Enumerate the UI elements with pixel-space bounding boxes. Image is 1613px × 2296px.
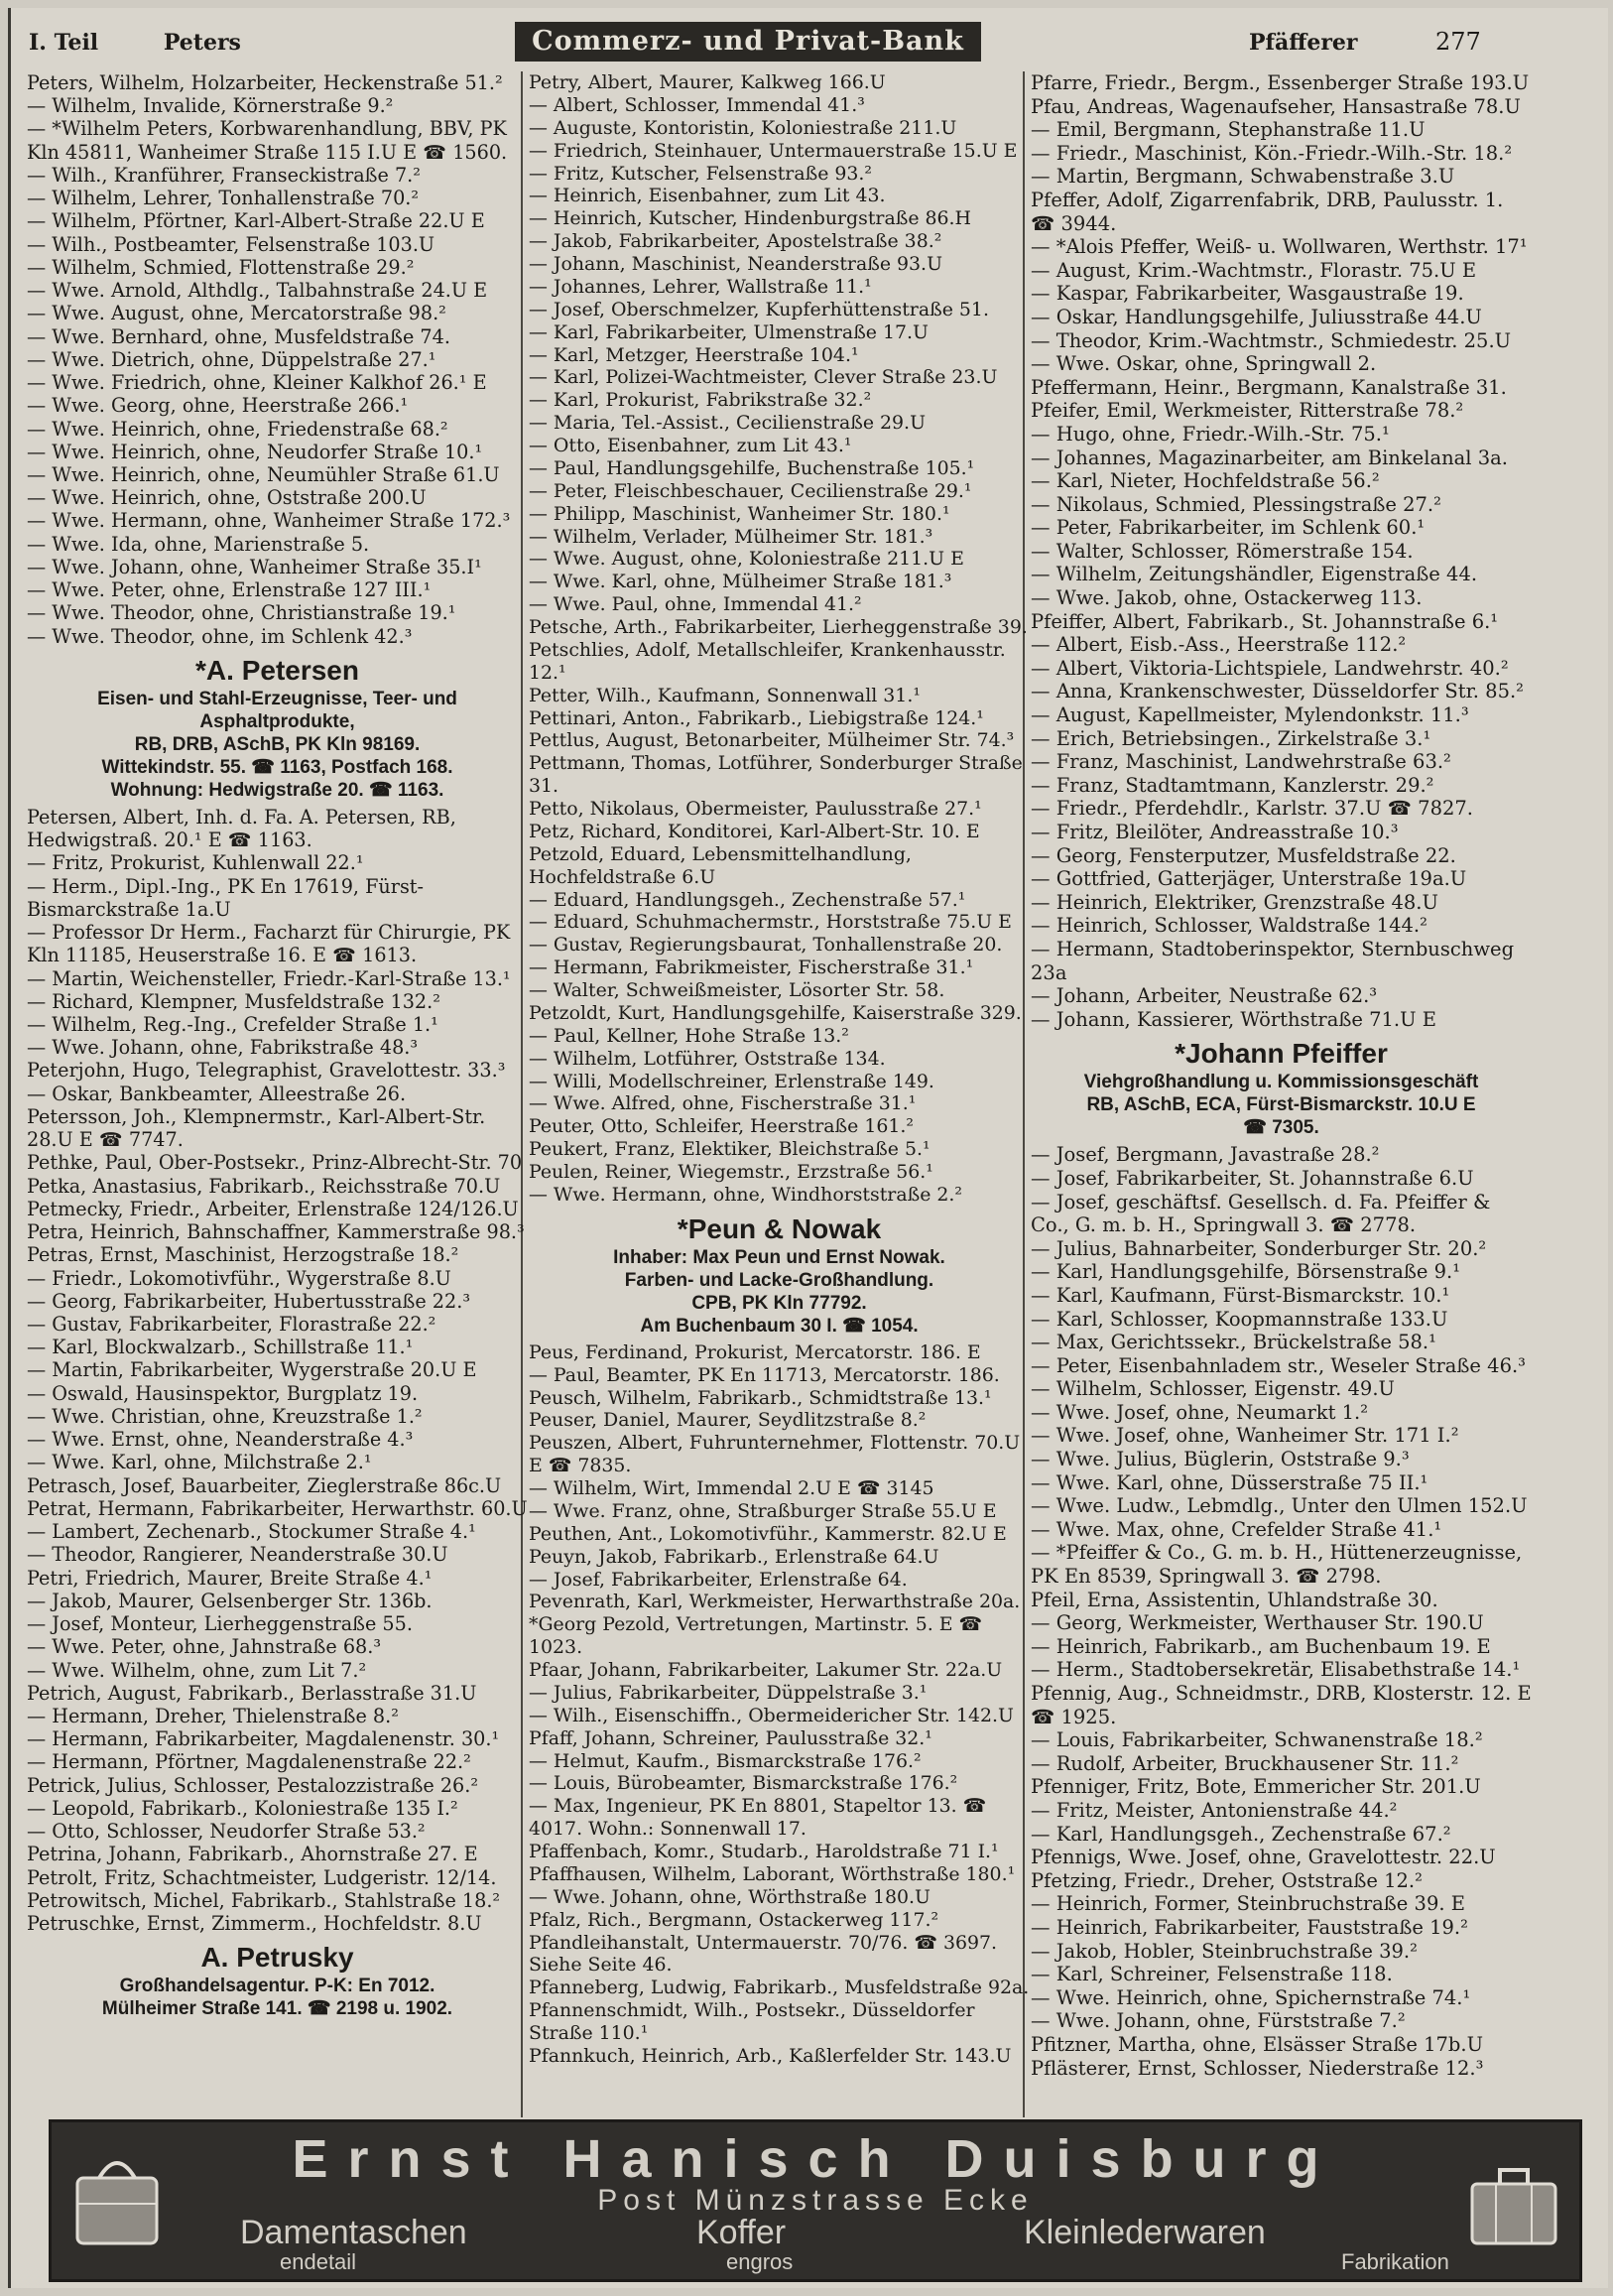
directory-entry: — Wilhelm, Reg.-Ing., Crefelder Straße 1.¹ — [27, 1012, 438, 1036]
directory-entry: — Wwe. Johann, ohne, Wanheimer Straße 35.I¹ — [27, 555, 482, 578]
directory-entry: Pfeiffer, Albert, Fabrikarb., St. Johannstraße 6.¹ — [1031, 609, 1499, 633]
directory-entry: Pfenniger, Fritz, Bote, Emmericher Str. 201.U — [1031, 1775, 1481, 1799]
directory-entry: — Wilhelm, Pförtner, Karl-Albert-Straße 22.U E — [27, 209, 485, 233]
directory-entry: — Wilhelm, Lehrer, Tonhallenstraße 70.² — [27, 187, 420, 210]
directory-entry: — Karl, Fabrikarbeiter, Ulmenstraße 17.U — [529, 320, 929, 343]
footer-item-2: Koffer — [696, 2214, 787, 2251]
ad-peun-line: CPB, PK Kln 77792. — [691, 1292, 867, 1314]
directory-entry: Petrich, August, Fabrikarb., Berlasstraße 31.U — [27, 1681, 477, 1705]
page-number: 277 — [1435, 28, 1481, 56]
directory-entry: Peuyn, Jakob, Fabrikarb., Erlenstraße 64.U — [529, 1545, 939, 1568]
directory-entry: — Wwe. Bernhard, ohne, Musfeldstraße 74. — [27, 324, 450, 348]
directory-entry: — Gustav, Regierungsbaurat, Tonhallenstraße 20. — [529, 934, 1003, 957]
directory-entry: — Richard, Klempner, Musfeldstraße 132.² — [27, 989, 440, 1013]
directory-entry: Petter, Wilh., Kaufmann, Sonnenwall 31.¹ — [529, 684, 921, 706]
directory-entry: — Martin, Fabrikarbeiter, Wygerstraße 20.U E — [27, 1358, 477, 1382]
directory-entry: Pevenrath, Karl, Werkmeister, Herwarthstraße 20a. — [529, 1591, 1021, 1613]
directory-entry: — Wilhelm, Zeitungshändler, Eigenstraße 44. — [1031, 563, 1478, 586]
directory-entry: — Wwe. Julius, Büglerin, Oststraße 9.³ — [1031, 1448, 1410, 1471]
directory-entry: Peuthen, Ant., Lokomotivführ., Kammerstr. 82.U E — [529, 1522, 1007, 1545]
col3-list — [1031, 71, 1532, 1031]
directory-entry: — Fritz, Kutscher, Felsenstraße 93.² — [529, 162, 872, 185]
directory-entry: — Wilh., Kranführer, Franseckistraße 7.² — [27, 163, 421, 187]
directory-entry: — Wwe. Georg, ohne, Heerstraße 266.¹ — [27, 394, 409, 418]
directory-entry: — Wwe. August, ohne, Mercatorstraße 98.² — [27, 302, 446, 325]
directory-entry: — Franz, Stadtamtmann, Kanzlerstr. 29.² — [1031, 773, 1434, 797]
directory-entry: — Wwe. Johann, ohne, Fabrikstraße 48.³ — [27, 1036, 419, 1060]
column-1 — [27, 71, 528, 2024]
directory-entry: — Josef, Oberschmelzer, Kupferhüttenstraße 51. — [529, 298, 989, 320]
directory-entry: Peulen, Reiner, Wiegemstr., Erzstraße 56.¹ — [529, 1161, 933, 1183]
header-left — [29, 30, 299, 56]
directory-entry: — Peter, Fleischbeschauer, Cecilienstraße 29.¹ — [529, 479, 972, 502]
directory-entry: Peuser, Daniel, Maurer, Seydlitzstraße 8.² — [529, 1409, 927, 1432]
col3b-list — [1031, 1143, 1532, 2080]
directory-entry: — Karl, Kaufmann, Fürst-Bismarckstr. 10.¹ — [1031, 1283, 1450, 1307]
directory-entry: — Wwe. Heinrich, ohne, Neumühler Straße 61.U — [27, 462, 500, 486]
directory-entry: — Georg, Fabrikarbeiter, Hubertusstraße 22.³ — [27, 1289, 471, 1313]
directory-entry: Pflästerer, Ernst, Schlosser, Niederstraße 12.³ — [1031, 2056, 1484, 2080]
directory-entry: — Martin, Bergmann, Schwabenstraße 3.U — [1031, 165, 1455, 189]
footer-address: Post Münzstrasse Ecke — [597, 2184, 1034, 2217]
directory-entry: — Oskar, Handlungsgehilfe, Juliusstraße 44.U — [1031, 305, 1482, 328]
directory-entry: Petz, Richard, Konditorei, Karl-Albert-Str. 10. E — [529, 820, 980, 842]
directory-entry: — Friedr., Maschinist, Kön.-Friedr.-Wilh.-Str. 18.² — [1031, 141, 1513, 165]
directory-entry: — Erich, Betriebsingen., Zirkelstraße 3.¹ — [1031, 726, 1431, 750]
directory-entry: — Maria, Tel.-Assist., Cecilienstraße 29.U — [529, 412, 926, 435]
directory-entry: — Josef, Monteur, Lierheggenstraße 55. — [27, 1612, 413, 1636]
directory-entry: Peterjohn, Hugo, Telegraphist, Gravelottestr. 33.³ — [27, 1059, 506, 1083]
directory-entry: — Gustav, Fabrikarbeiter, Florastraße 22.² — [27, 1313, 436, 1337]
directory-entry: — Helmut, Kaufm., Bismarckstraße 176.² — [529, 1749, 922, 1772]
ad-petersen-line: Wittekindstr. 55. ☎ 1163, Postfach 168. — [101, 756, 453, 778]
directory-entry: — Herm., Dipl.-Ing., PK En 17619, Fürst-Bismarckstraße 1a.U — [27, 874, 425, 921]
directory-entry: Petsche, Arth., Fabrikarbeiter, Lierheggenstraße 39. — [529, 616, 1028, 638]
directory-entry: — Walter, Schweißmeister, Lösorter Str. 58. — [529, 979, 945, 1001]
header-part: I. Teil — [29, 30, 99, 56]
directory-entry: — August, Kapellmeister, Mylendonkstr. 11.³ — [1031, 703, 1469, 727]
directory-entry: — Georg, Fensterputzer, Musfeldstraße 22. — [1031, 843, 1456, 867]
directory-entry: — Anna, Krankenschwester, Düsseldorfer Str. 85.² — [1031, 680, 1524, 703]
directory-entry: — Theodor, Rangierer, Neanderstraße 30.U — [27, 1543, 448, 1567]
directory-entry: Petrina, Johann, Fabrikarb., Ahornstraße 27. E — [27, 1843, 478, 1866]
ad-petrusky-line: Großhandelsagentur. P-K: En 7012. — [119, 1976, 435, 1997]
directory-entry: — Albert, Viktoria-Lichtspiele, Landwehrstr. 40.² — [1031, 656, 1509, 680]
directory-entry: — Jakob, Maurer, Gelsenberger Str. 136b. — [27, 1589, 433, 1612]
directory-entry: — Albert, Eisb.-Ass., Heerstraße 112.² — [1031, 633, 1407, 657]
directory-entry: — Johann, Arbeiter, Neustraße 62.³ — [1031, 984, 1378, 1008]
directory-entry: — Karl, Schreiner, Felsenstraße 118. — [1031, 1963, 1393, 1986]
ad-pfeiffer-line: Viehgroßhandlung u. Kommissionsgeschäft — [1083, 1072, 1479, 1093]
footer-item-1-sub: endetail — [280, 2249, 357, 2274]
directory-entry: — Albert, Schlosser, Immendal 41.³ — [529, 93, 865, 116]
directory-entry: — Wwe. Oskar, ohne, Springwall 2. — [1031, 352, 1377, 376]
directory-entry: — Wwe. Christian, ohne, Kreuzstraße 1.² — [27, 1404, 423, 1428]
directory-entry: Pfitzner, Martha, ohne, Elsässer Straße 17b.U — [1031, 2032, 1484, 2056]
col2-list — [529, 71, 1030, 1207]
directory-entry: — Julius, Fabrikarbeiter, Düppelstraße 3.¹ — [529, 1681, 928, 1704]
directory-entry: — Wwe. Friedrich, ohne, Kleiner Kalkhof 26.¹ E — [27, 371, 487, 395]
ad-petersen-line: RB, DRB, ASchB, PK Kln 98169. — [134, 733, 421, 755]
directory-entry: Peukert, Franz, Elektiker, Bleichstraße 5.¹ — [529, 1138, 931, 1161]
directory-entry: — Wwe. Peter, ohne, Erlenstraße 127 III.¹ — [27, 578, 432, 602]
directory-entry: Petzoldt, Kurt, Handlungsgehilfe, Kaiserstraße 329. — [529, 1001, 1022, 1024]
directory-entry: — Willi, Modellschreiner, Erlenstraße 149. — [529, 1070, 934, 1092]
directory-entry: Petrat, Hermann, Fabrikarbeiter, Herwarthstr. 60.U — [27, 1496, 528, 1520]
directory-entry: — Max, Ingenieur, PK En 8801, Stapeltor 13. ☎ 4017. Wohn.: Sonnenwall 17. — [529, 1795, 987, 1841]
directory-entry: Pettmann, Thomas, Lotführer, Sonderburger Straße 31. — [529, 752, 1023, 798]
directory-entry: — Wwe. Ida, ohne, Marienstraße 5. — [27, 532, 370, 556]
directory-entry: — Karl, Polizei-Wachtmeister, Clever Straße 23.U — [529, 366, 998, 389]
ad-pfeiffer-name: *Johann Pfeiffer — [1175, 1038, 1388, 1070]
directory-entry: — Walter, Schlosser, Römerstraße 154. — [1031, 539, 1414, 563]
directory-entry: — Wwe. Josef, ohne, Neumarkt 1.² — [1031, 1400, 1369, 1424]
directory-entry: — Johann, Maschinist, Neanderstraße 93.U — [529, 253, 942, 275]
directory-entry: Pfennig, Aug., Schneidmstr., DRB, Klosterstr. 12. E ☎ 1925. — [1031, 1682, 1532, 1728]
directory-entry: Pfeil, Erna, Assistentin, Uhlandstraße 30. — [1031, 1588, 1438, 1611]
directory-entry: — Heinrich, Former, Steinbruchstraße 39. E — [1031, 1892, 1465, 1916]
directory-entry: Peusch, Wilhelm, Fabrikarb., Schmidtstraße 13.¹ — [529, 1386, 992, 1409]
directory-entry: — Wilhelm, Lotführer, Oststraße 134. — [529, 1047, 886, 1070]
directory-entry: — Karl, Handlungsgeh., Zechenstraße 67.² — [1031, 1822, 1451, 1846]
directory-entry: Petmecky, Friedr., Arbeiter, Erlenstraße 124/126.U — [27, 1197, 519, 1220]
directory-entry: — Wilhelm, Wirt, Immendal 2.U E ☎ 3145 — [529, 1477, 934, 1499]
directory-entry: — Emil, Bergmann, Stephanstraße 11.U — [1031, 118, 1426, 142]
directory-entry: — Wwe. Karl, ohne, Düsserstraße 75 II.¹ — [1031, 1470, 1428, 1494]
directory-entry: Petto, Nikolaus, Obermeister, Paulusstraße 27.¹ — [529, 798, 982, 820]
directory-entry: — Wwe. Franz, ohne, Straßburger Straße 55.U E — [529, 1499, 997, 1522]
directory-entry: — Kaspar, Fabrikarbeiter, Wasgaustraße 19. — [1031, 282, 1464, 306]
directory-entry: — Wwe. Theodor, ohne, Christianstraße 19.¹ — [27, 601, 456, 625]
directory-entry: Pfannenschmidt, Wilh., Postsekr., Düsseldorfer Straße 110.¹ — [529, 1999, 975, 2044]
ad-petersen — [27, 654, 528, 802]
col1-list — [27, 71, 528, 648]
header-range-end: Pfäfferer — [1249, 30, 1358, 56]
directory-entry: Petersson, Joh., Klempnermstr., Karl-Albert-Str. 28.U E ☎ 7747. — [27, 1104, 486, 1152]
directory-entry: — Wwe. Ernst, ohne, Neanderstraße 4.³ — [27, 1428, 414, 1452]
directory-entry: Pfannkuch, Heinrich, Arb., Kaßlerfelder Str. 143.U — [529, 2044, 1012, 2067]
directory-entry: — Heinrich, Eisenbahner, zum Lit 43. — [529, 185, 886, 207]
directory-entry: — Herm., Stadtobersekretär, Elisabethstraße 14.¹ — [1031, 1658, 1521, 1682]
directory-entry: — Wwe. Ludw., Lebmdlg., Unter den Ulmen 152.U — [1031, 1494, 1528, 1518]
footer-item-3: Kleinlederwaren — [1024, 2214, 1266, 2251]
directory-entry: — Rudolf, Arbeiter, Bruckhausener Str. 11.² — [1031, 1751, 1459, 1775]
directory-entry: — Johannes, Lehrer, Wallstraße 11.¹ — [529, 275, 872, 298]
directory-entry: Peters, Wilhelm, Holzarbeiter, Heckenstraße 51.² — [27, 71, 503, 94]
column-2 — [529, 71, 1030, 2068]
directory-entry: — Wwe. August, ohne, Koloniestraße 211.U E — [529, 548, 964, 571]
ad-peun-line: Am Buchenbaum 30 I. ☎ 1054. — [640, 1315, 919, 1337]
directory-entry: Petrowitsch, Michel, Fabrikarb., Stahlstraße 18.² — [27, 1888, 501, 1912]
directory-entry: Pfaar, Johann, Fabrikarbeiter, Lakumer Str. 22a.U — [529, 1659, 1003, 1681]
directory-entry: — Peter, Eisenbahnladem str., Weseler Straße 46.³ — [1031, 1353, 1527, 1377]
directory-entry: — Wwe. Wilhelm, ohne, zum Lit 7.² — [27, 1658, 367, 1682]
directory-entry: — Franz, Maschinist, Landwehrstraße 63.² — [1031, 750, 1451, 774]
directory-entry: — Karl, Prokurist, Fabrikstraße 32.² — [529, 389, 872, 412]
directory-entry: Pfandleihanstalt, Untermauerstr. 70/76. ☎ 3697. Siehe Seite 46. — [529, 1931, 998, 1977]
directory-entry: — Heinrich, Elektriker, Grenzstraße 48.U — [1031, 890, 1438, 914]
directory-entry: — Hermann, Pförtner, Magdalenenstraße 22.² — [27, 1750, 471, 1774]
directory-entry: Pfanneberg, Ludwig, Fabrikarb., Musfeldstraße 92a. — [529, 1977, 1030, 1999]
directory-entry: — Karl, Handlungsgehilfe, Börsenstraße 9.¹ — [1031, 1260, 1461, 1284]
directory-entry: — August, Krim.-Wachtmstr., Florastr. 75.U E — [1031, 258, 1477, 282]
directory-entry: Peuter, Otto, Schleifer, Heerstraße 161.² — [529, 1115, 914, 1138]
directory-entry: — Josef, Fabrikarbeiter, St. Johannstraße 6.U — [1031, 1166, 1474, 1190]
directory-entry: — Wilhelm, Invalide, Körnerstraße 9.² — [27, 94, 394, 118]
directory-entry: — Friedr., Pferdehdlr., Karlstr. 37.U ☎ 7827. — [1031, 797, 1473, 821]
directory-entry: — Friedr., Lokomotivführ., Wygerstraße 8.U — [27, 1266, 451, 1290]
directory-entry: — Wilhelm, Verlader, Mülheimer Str. 181.³ — [529, 525, 933, 548]
directory-entry: Pfaffenbach, Komr., Studarb., Haroldstraße 71 I.¹ — [529, 1841, 999, 1862]
directory-entry: — Fritz, Meister, Antonienstraße 44.² — [1031, 1798, 1398, 1822]
directory-entry: — Louis, Bürobeamter, Bismarckstraße 176.² — [529, 1772, 958, 1795]
directory-entry: — Josef, geschäftsf. Gesellsch. d. Fa. Pfeiffer & Co., G. m. b. H., Springwall 3. ☎ 2778. — [1031, 1190, 1491, 1237]
ad-petersen-name: *A. Petersen — [195, 654, 359, 686]
ad-petersen-line: Eisen- und Stahl-Erzeugnisse, Teer- und Asphaltprodukte, — [97, 688, 457, 732]
directory-entry: — Wwe. Hermann, ohne, Wanheimer Straße 172.³ — [27, 509, 511, 533]
footer-company: Ernst Hanisch Duisburg — [292, 2129, 1339, 2189]
directory-entry: Pfeffer, Adolf, Zigarrenfabrik, DRB, Paulusstr. 1. ☎ 3944. — [1031, 188, 1504, 235]
directory-entry: — Wwe. Max, ohne, Crefelder Straße 41.¹ — [1031, 1517, 1442, 1541]
directory-entry: Petzold, Eduard, Lebensmittelhandlung, Hochfeldstraße 6.U — [529, 842, 912, 888]
ad-peun-line: Farben- und Lacke-Großhandlung. — [624, 1269, 934, 1291]
directory-entry: — Oskar, Bankbeamter, Alleestraße 26. — [27, 1082, 407, 1105]
directory-entry: — Hermann, Fabrikarbeiter, Magdalenenstr. 30.¹ — [27, 1727, 500, 1751]
directory-entry: Petrolt, Fritz, Schachtmeister, Ludgeristr. 12/14. — [27, 1865, 497, 1889]
directory-entry: — Wwe. Heinrich, ohne, Spichernstraße 74.¹ — [1031, 1985, 1471, 2009]
directory-entry: — Georg, Werkmeister, Werthauser Str. 190.U — [1031, 1611, 1484, 1635]
directory-entry: — Paul, Handlungsgehilfe, Buchenstraße 105.¹ — [529, 456, 975, 479]
directory-entry: Petrasch, Josef, Bauarbeiter, Zieglerstraße 86c.U — [27, 1473, 502, 1497]
directory-entry: — Wwe. Heinrich, ohne, Friedenstraße 68.² — [27, 417, 448, 441]
directory-entry: Pfau, Andreas, Wagenaufseher, Hansastraße 78.U — [1031, 94, 1521, 118]
directory-entry: Pfalz, Rich., Bergmann, Ostackerweg 117.² — [529, 1908, 939, 1931]
col2b-list — [529, 1341, 1030, 2068]
directory-entry: — Wilhelm, Schmied, Flottenstraße 29.² — [27, 255, 415, 279]
directory-entry: — Peter, Fabrikarbeiter, im Schlenk 60.¹ — [1031, 516, 1426, 540]
directory-entry: — Hermann, Fabrikmeister, Fischerstraße 31.¹ — [529, 957, 974, 979]
directory-entry: — Paul, Beamter, PK En 11713, Mercatorstr. 186. — [529, 1363, 1000, 1386]
directory-entry: — Karl, Schlosser, Koopmannstraße 133.U — [1031, 1307, 1448, 1331]
directory-entry: — Theodor, Krim.-Wachtmstr., Schmiedestr. 25.U — [1031, 328, 1512, 352]
ad-peun-line: Inhaber: Max Peun und Ernst Nowak. — [613, 1246, 945, 1268]
directory-entry: — Wwe. Dietrich, ohne, Düppelstraße 27.¹ — [27, 347, 436, 371]
directory-entry: — Julius, Bahnarbeiter, Sonderburger Str. 20.² — [1031, 1236, 1487, 1260]
directory-entry: Pethke, Paul, Ober-Postsekr., Prinz-Albrecht-Str. 70 — [27, 1151, 523, 1175]
directory-entry: — Wwe. Johann, ohne, Wörthstraße 180.U — [529, 1885, 931, 1908]
directory-entry: Petri, Friedrich, Maurer, Breite Straße 4.¹ — [27, 1566, 433, 1590]
directory-entry: — Professor Dr Herm., Facharzt für Chirurgie, PK Kln 11185, Heuserstraße 16. E ☎ 1613. — [27, 921, 511, 967]
directory-entry: — *Wilhelm Peters, Korbwarenhandlung, BBV, PK Kln 45811, Wanheimer Straße 115 I.U E ☎ 1560. — [27, 117, 508, 164]
directory-entry: — Jakob, Fabrikarbeiter, Apostelstraße 38.² — [529, 230, 942, 253]
ad-peun-nowak — [529, 1212, 1030, 1338]
directory-entry: Petka, Anastasius, Fabrikarb., Reichsstraße 70.U — [27, 1174, 501, 1198]
directory-entry: — Paul, Kellner, Hohe Straße 13.² — [529, 1024, 849, 1047]
directory-entry: — Wwe. Theodor, ohne, im Schlenk 42.³ — [27, 624, 413, 648]
directory-entry: — Josef, Bergmann, Javastraße 28.² — [1031, 1143, 1380, 1167]
directory-entry: — Wwe. Alfred, ohne, Fischerstraße 31.¹ — [529, 1092, 917, 1115]
directory-entry: — Karl, Blockwalzarb., Schillstraße 11.¹ — [27, 1336, 414, 1359]
ad-petersen-line: Wohnung: Hedwigstraße 20. ☎ 1163. — [110, 779, 444, 801]
directory-entry: — Max, Gerichtssekr., Brückelstraße 58.¹ — [1031, 1331, 1436, 1354]
directory-entry: — Wilh., Eisenschiffn., Obermeidericher Str. 142.U — [529, 1704, 1014, 1726]
directory-entry: — Heinrich, Fabrikarbeiter, Fauststraße 19.² — [1031, 1915, 1468, 1939]
directory-entry: — Auguste, Kontoristin, Koloniestraße 211.U — [529, 116, 957, 139]
directory-entry: Petra, Heinrich, Bahnschaffner, Kammerstraße 98.³ — [27, 1220, 525, 1244]
directory-entry: — Eduard, Handlungsgeh., Zechenstraße 57.¹ — [529, 888, 966, 911]
directory-entry: Pfarre, Friedr., Bergm., Essenberger Straße 193.U — [1031, 71, 1530, 94]
directory-entry: — Oswald, Hausinspektor, Burgplatz 19. — [27, 1381, 419, 1405]
ad-petrusky — [27, 1941, 528, 2020]
directory-entry: — Jakob, Hobler, Steinbruchstraße 39.² — [1031, 1939, 1418, 1963]
directory-entry: — Wwe. Hermann, ohne, Windhorststraße 2.² — [529, 1183, 962, 1206]
directory-entry: Pettinari, Anton., Fabrikarb., Liebigstraße 124.¹ — [529, 706, 984, 729]
directory-entry: Peus, Ferdinand, Prokurist, Mercatorstr. 186. E — [529, 1340, 981, 1363]
directory-entry: — Wwe. Arnold, Althdlg., Talbahnstraße 24.U E — [27, 279, 488, 303]
directory-entry: — Wwe. Josef, ohne, Wanheimer Str. 171 I.² — [1031, 1424, 1459, 1448]
directory-entry: Petersen, Albert, Inh. d. Fa. A. Petersen, RB, Hedwigstraß. 20.¹ E ☎ 1163. — [27, 805, 456, 852]
header-range-start: Peters — [163, 30, 241, 56]
directory-page — [8, 8, 1608, 2288]
footer-item-2-sub: engros — [726, 2249, 794, 2274]
directory-entry: — Fritz, Prokurist, Kuhlenwall 22.¹ — [27, 851, 364, 875]
directory-entry: — Hermann, Dreher, Thielenstraße 8.² — [27, 1705, 399, 1727]
directory-entry: Pfeffermann, Heinr., Bergmann, Kanalstraße 31. — [1031, 375, 1507, 399]
directory-entry: Pfaff, Johann, Schreiner, Paulusstraße 32.¹ — [529, 1726, 932, 1749]
directory-entry: — Johannes, Magazinarbeiter, am Binkelanal 3a. — [1031, 446, 1508, 469]
directory-entry: — Otto, Schlosser, Neudorfer Straße 53.² — [27, 1820, 426, 1844]
directory-entry: — Karl, Metzger, Heerstraße 104.¹ — [529, 343, 859, 366]
footer-item-1: Damentaschen — [240, 2214, 467, 2251]
directory-entry: — Martin, Weichensteller, Friedr.-Karl-Straße 13.¹ — [27, 966, 511, 990]
directory-entry: — Otto, Eisenbahner, zum Lit 43.¹ — [529, 435, 852, 456]
directory-entry: — Friedrich, Steinhauer, Untermauerstraße 15.U E — [529, 139, 1018, 162]
directory-entry: Pettlus, August, Betonarbeiter, Mülheimer Str. 74.³ — [529, 729, 1015, 752]
directory-entry: — Leopold, Fabrikarb., Koloniestraße 135 I.² — [27, 1796, 458, 1820]
directory-entry: — Wwe. Heinrich, ohne, Neudorfer Straße 10.¹ — [27, 440, 483, 463]
directory-entry: — *Pfeiffer & Co., G. m. b. H., Hüttenerzeugnisse, PK En 8539, Springwall 3. ☎ 2798. — [1031, 1541, 1523, 1589]
ad-pfeiffer-line: ☎ 7305. — [1243, 1117, 1319, 1139]
directory-entry: — Wwe. Peter, ohne, Jahnstraße 68.³ — [27, 1635, 382, 1659]
directory-entry: Petry, Albert, Maurer, Kalkweg 166.U — [529, 71, 886, 93]
directory-entry: — Heinrich, Kutscher, Hindenburgstraße 86.H — [529, 207, 972, 230]
directory-entry: — Gottfried, Gatterjäger, Unterstraße 19a.U — [1031, 867, 1467, 891]
directory-entry: Peuszen, Albert, Fuhrunternehmer, Flottenstr. 70.U E ☎ 7835. — [529, 1432, 1021, 1477]
directory-entry: — Nikolaus, Schmied, Plessingstraße 27.² — [1031, 492, 1441, 516]
directory-entry: — Wwe. Johann, ohne, Fürststraße 7.² — [1031, 2009, 1406, 2033]
directory-entry: — Hermann, Stadtoberinspektor, Sternbuschweg 23a — [1031, 937, 1515, 984]
directory-entry: Pfeifer, Emil, Werkmeister, Ritterstraße 78.² — [1031, 399, 1464, 423]
directory-entry: — Eduard, Schuhmachermstr., Horststraße 75.U E — [529, 911, 1012, 934]
col1b-list — [27, 806, 528, 1935]
directory-entry: — Hugo, ohne, Friedr.-Wilh.-Str. 75.¹ — [1031, 422, 1390, 446]
directory-entry: Pfaffhausen, Wilhelm, Laborant, Wörthstraße 180.¹ — [529, 1862, 1016, 1885]
column-3 — [1031, 71, 1532, 2080]
directory-entry: Petschlies, Adolf, Metallschleifer, Krankenhausstr. 12.¹ — [529, 638, 1006, 684]
bank-banner: Commerz- und Privat-Bank — [515, 22, 981, 62]
directory-entry: Pfennigs, Wwe. Josef, ohne, Gravelottestr. 22.U — [1031, 1846, 1496, 1869]
ad-pfeiffer — [1031, 1037, 1532, 1139]
ad-pfeiffer-line: RB, ASchB, ECA, Fürst-Bismarckstr. 10.U E — [1086, 1094, 1476, 1116]
directory-entry: — Wilh., Postbeamter, Felsenstraße 103.U — [27, 232, 435, 256]
directory-entry: — Lambert, Zechenarb., Stockumer Straße 4.¹ — [27, 1520, 476, 1544]
directory-entry: — Wilhelm, Schlosser, Eigenstr. 49.U — [1031, 1377, 1395, 1401]
directory-entry: — Wwe. Karl, ohne, Milchstraße 2.¹ — [27, 1451, 372, 1474]
directory-entry: Petrick, Julius, Schlosser, Pestalozzistraße 26.² — [27, 1773, 479, 1797]
directory-entry: — Heinrich, Fabrikarb., am Buchenbaum 19. E — [1031, 1634, 1491, 1658]
directory-entry: — Karl, Nieter, Hochfeldstraße 56.² — [1031, 469, 1380, 493]
directory-entry: *Georg Pezold, Vertretungen, Martinstr. 5. E ☎ 1023. — [529, 1613, 983, 1659]
directory-entry: Pfetzing, Friedr., Dreher, Oststraße 12.² — [1031, 1868, 1423, 1892]
ad-peun-name: *Peun & Nowak — [677, 1212, 882, 1244]
footer-item-3-sub: Fabrikation — [1341, 2249, 1449, 2274]
ad-petrusky-name: A. Petrusky — [200, 1942, 354, 1974]
directory-entry: Petras, Ernst, Maschinist, Herzogstraße 18.² — [27, 1243, 459, 1267]
directory-entry: Petruschke, Ernst, Zimmerm., Hochfeldstr. 8.U — [27, 1912, 482, 1936]
directory-entry: — Johann, Kassierer, Wörthstraße 71.U E — [1031, 1007, 1436, 1031]
directory-entry: — Louis, Fabrikarbeiter, Schwanenstraße 18.² — [1031, 1728, 1483, 1752]
directory-entry: — Fritz, Bleilöter, Andreasstraße 10.³ — [1031, 821, 1399, 843]
directory-entry: — Josef, Fabrikarbeiter, Erlenstraße 64. — [529, 1568, 908, 1591]
directory-entry: — Wwe. Heinrich, ohne, Oststraße 200.U — [27, 486, 427, 510]
directory-entry: — Wwe. Jakob, ohne, Ostackerweg 113. — [1031, 586, 1423, 610]
directory-entry: — Philipp, Maschinist, Wanheimer Str. 180.¹ — [529, 502, 950, 525]
ad-petrusky-line: Mülheimer Straße 141. ☎ 2198 u. 1902. — [101, 1998, 453, 2020]
directory-entry: — Wwe. Karl, ohne, Mülheimer Straße 181.³ — [529, 571, 952, 593]
footer-advertisement — [49, 2119, 1582, 2282]
directory-entry: — Wwe. Paul, ohne, Immendal 41.² — [529, 593, 862, 616]
directory-entry: — Heinrich, Schlosser, Waldstraße 144.² — [1031, 914, 1427, 938]
directory-entry: — *Alois Pfeffer, Weiß- u. Wollwaren, Werthstr. 17¹ — [1031, 235, 1528, 259]
